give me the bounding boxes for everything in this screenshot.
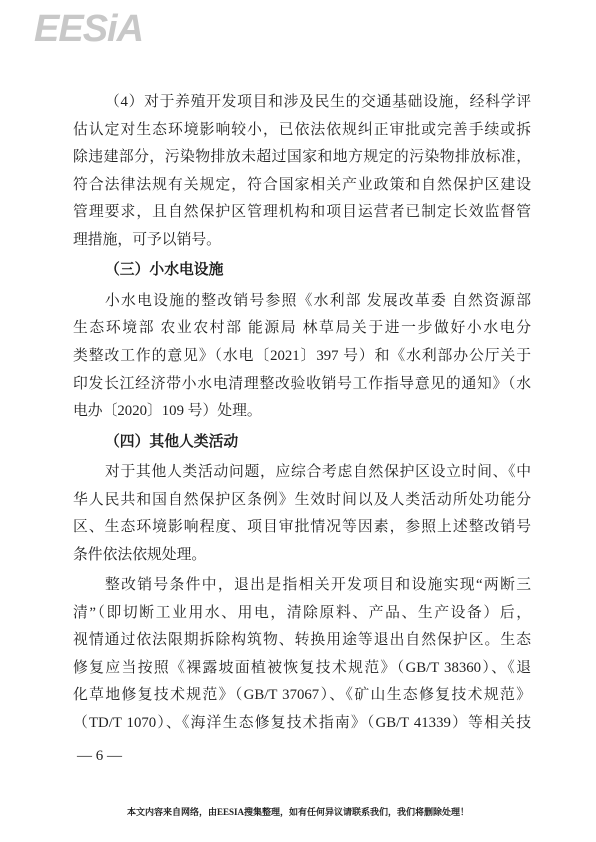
paragraph-other-activities [73, 459, 531, 569]
paragraph-small-hydropower [73, 288, 531, 426]
paragraph-line: 电办〔2020〕109 号）处理。 [73, 403, 262, 420]
paragraph-line: 华人民共和国自然保护区条例》生效时间以及人类活动所处功能分 [73, 491, 531, 508]
section-heading-small-hydropower: （三）小水电设施 [105, 262, 224, 279]
paragraph-line: 理措施，可予以销号。 [73, 231, 221, 248]
paragraph-rectification-conditions [73, 572, 531, 738]
paragraph-line: 修复应当按照《裸露坡面植被恢复技术规范》（GB/T 38360）、《退 [73, 659, 531, 676]
eesia-logo: EESiA [34, 8, 144, 50]
paragraph-livestock-infrastructure [73, 89, 531, 255]
paragraph-line: 估认定对生态环境影响较小，已依法依规纠正审批或完善手续或拆 [73, 121, 531, 138]
paragraph-line: 小水电设施的整改销号参照《水利部 发展改革委 自然资源部 [105, 292, 531, 309]
paragraph-line: 化草地修复技术规范》（GB/T 37067）、《矿山生态修复技术规范》 [73, 687, 531, 704]
paragraph-line: 管理要求，且自然保护区管理机构和项目运营者已制定长效监督管 [73, 204, 531, 221]
document-body [73, 89, 531, 738]
paragraph-line: 生态环境部 农业农村部 能源局 林草局关于进一步做好小水电分 [73, 320, 531, 337]
paragraph-line: 整改销号条件中，退出是指相关开发项目和设施实现“两断三 [105, 577, 531, 594]
section-heading-other-activities: （四）其他人类活动 [105, 433, 239, 450]
paragraph-line: 区、生态环境影响程度、项目审批情况等因素，参照上述整改销号 [73, 519, 531, 536]
paragraph-line: 类整改工作的意见》（水电〔2021〕397 号）和《水利部办公厅关于 [73, 347, 531, 364]
paragraph-line: 视情通过依法限期拆除构筑物、转换用途等退出自然保护区。生态 [73, 632, 531, 649]
paragraph-line: 符合法律法规有关规定，符合国家相关产业政策和自然保护区建设 [73, 176, 531, 193]
paragraph-line: 对于其他人类活动问题，应综合考虑自然保护区设立时间、《中 [105, 463, 531, 480]
footer-disclaimer: 本文内容来自网络，由EESIA搜集整理，如有任何异议请联系我们，我们将删除处理！ [126, 807, 469, 817]
paragraph-line: （4）对于养殖开发项目和涉及民生的交通基础设施，经科学评 [105, 94, 531, 110]
paragraph-line: 清”（即切断工业用水、用电，清除原料、产品、生产设备）后， [73, 604, 531, 621]
paragraph-line: （TD/T 1070）、《海洋生态修复技术指南》（GB/T 41339）等相关技 [73, 715, 531, 732]
paragraph-line: 条件依法依规处理。 [73, 546, 207, 563]
paragraph-line: 除违建部分，污染物排放未超过国家和地方规定的污染物排放标准， [73, 149, 531, 166]
page-number: — 6 — [77, 748, 122, 764]
paragraph-line: 印发长江经济带小水电清理整改验收销号工作指导意见的通知》（水 [73, 375, 531, 392]
